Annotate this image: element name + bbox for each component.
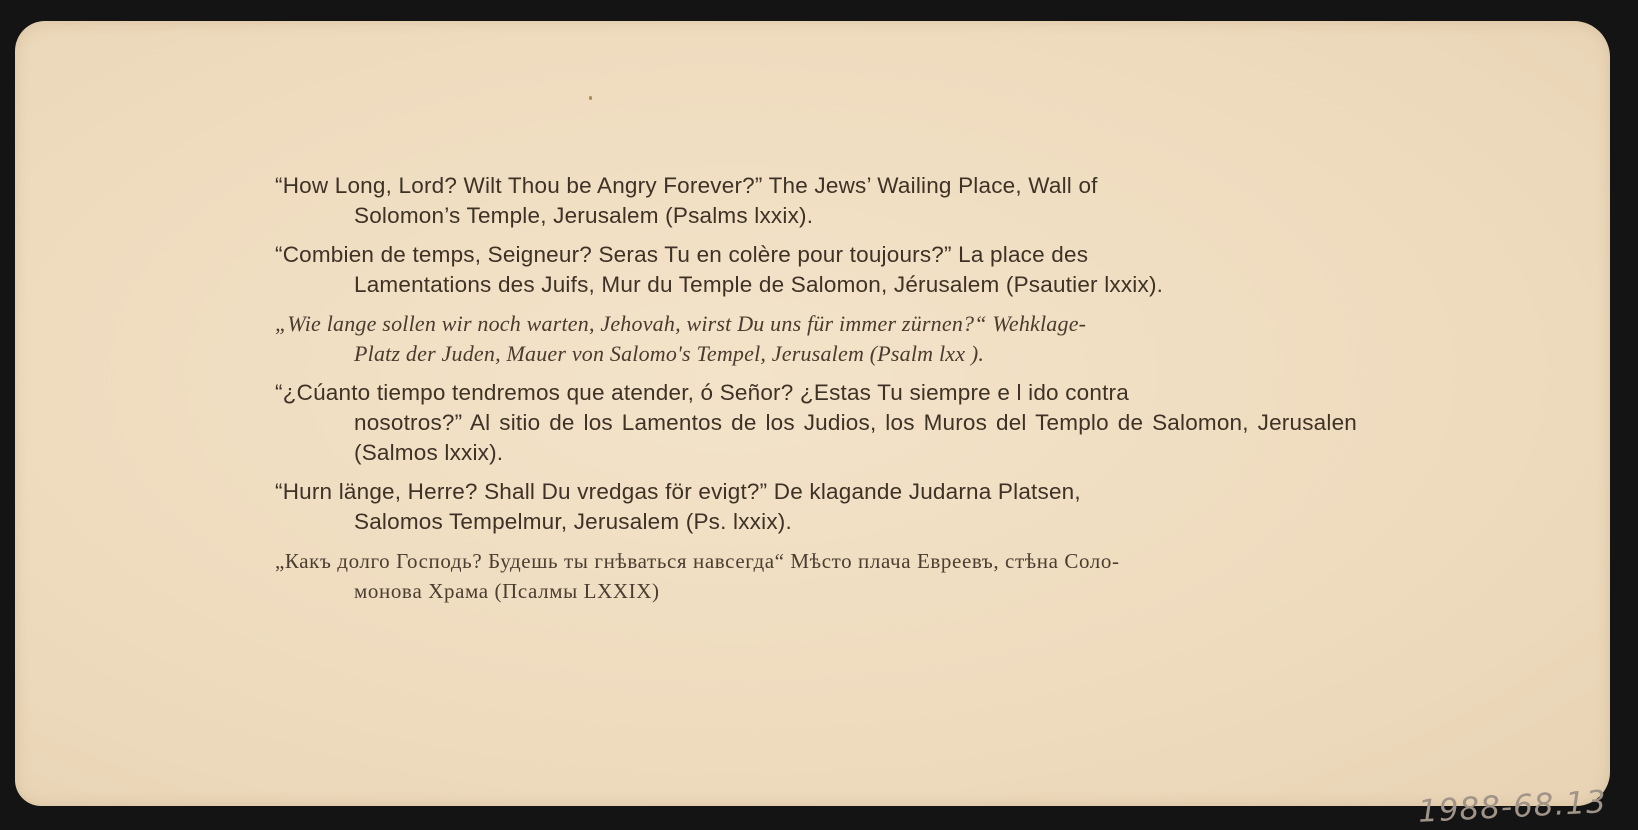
caption-french-line-1: “Combien de temps, Seigneur? Seras Tu en colère pour toujours?” La place des	[275, 242, 1089, 267]
caption-swedish	[275, 477, 1357, 537]
accession-number: 1988-68.13	[1417, 784, 1608, 830]
caption-german	[275, 309, 1357, 369]
caption-spanish-line-1: “¿Cúanto tiempo tendremos que atender, ó Señor? ¿Estas Tu siempre e l ido contra	[275, 380, 1129, 405]
caption-english-continuation: Solomon’s Temple, Jerusalem (Psalms lxxix).	[354, 203, 814, 228]
caption-german-line-1: „Wie lange sollen wir noch warten, Jehovah, wirst Du uns für immer zürnen?“ Wehklage-	[275, 311, 1087, 336]
caption-english-line-1: “How Long, Lord? Wilt Thou be Angry Forever?” The Jews’ Wailing Place, Wall of	[275, 173, 1098, 198]
caption-russian	[275, 546, 1357, 606]
caption-swedish-continuation: Salomos Tempelmur, Jerusalem (Ps. lxxix).	[354, 509, 792, 534]
caption-spanish	[275, 378, 1357, 468]
caption-english	[275, 171, 1357, 231]
caption-russian-line-1: „Какъ долго Господь? Будешь ты гнѣваться навсегда“ Мѣсто плача Евреевъ, стѣна Соло-	[275, 549, 1120, 573]
caption-text-block	[275, 171, 1357, 615]
caption-spanish-continuation: nosotros?” Al sitio de los Lamentos de los Judios, los Muros del Templo de Salomon, Jerusalen (Salmos lxxix).	[354, 410, 1357, 465]
caption-russian-continuation: моновa Храма (Псалмы LXXIX)	[354, 579, 660, 603]
paper-speck	[589, 96, 592, 100]
caption-german-continuation: Platz der Juden, Mauer von Salomo's Tempel, Jerusalem (Psalm lxx ).	[354, 341, 985, 366]
stereoview-card-back	[15, 21, 1610, 830]
caption-french	[275, 240, 1357, 300]
caption-french-continuation: Lamentations des Juifs, Mur du Temple de Salomon, Jérusalem (Psautier lxxix).	[354, 272, 1164, 297]
caption-swedish-line-1: “Hurn länge, Herre? Shall Du vredgas för evigt?” De klagande Judarna Platsen,	[275, 479, 1081, 504]
